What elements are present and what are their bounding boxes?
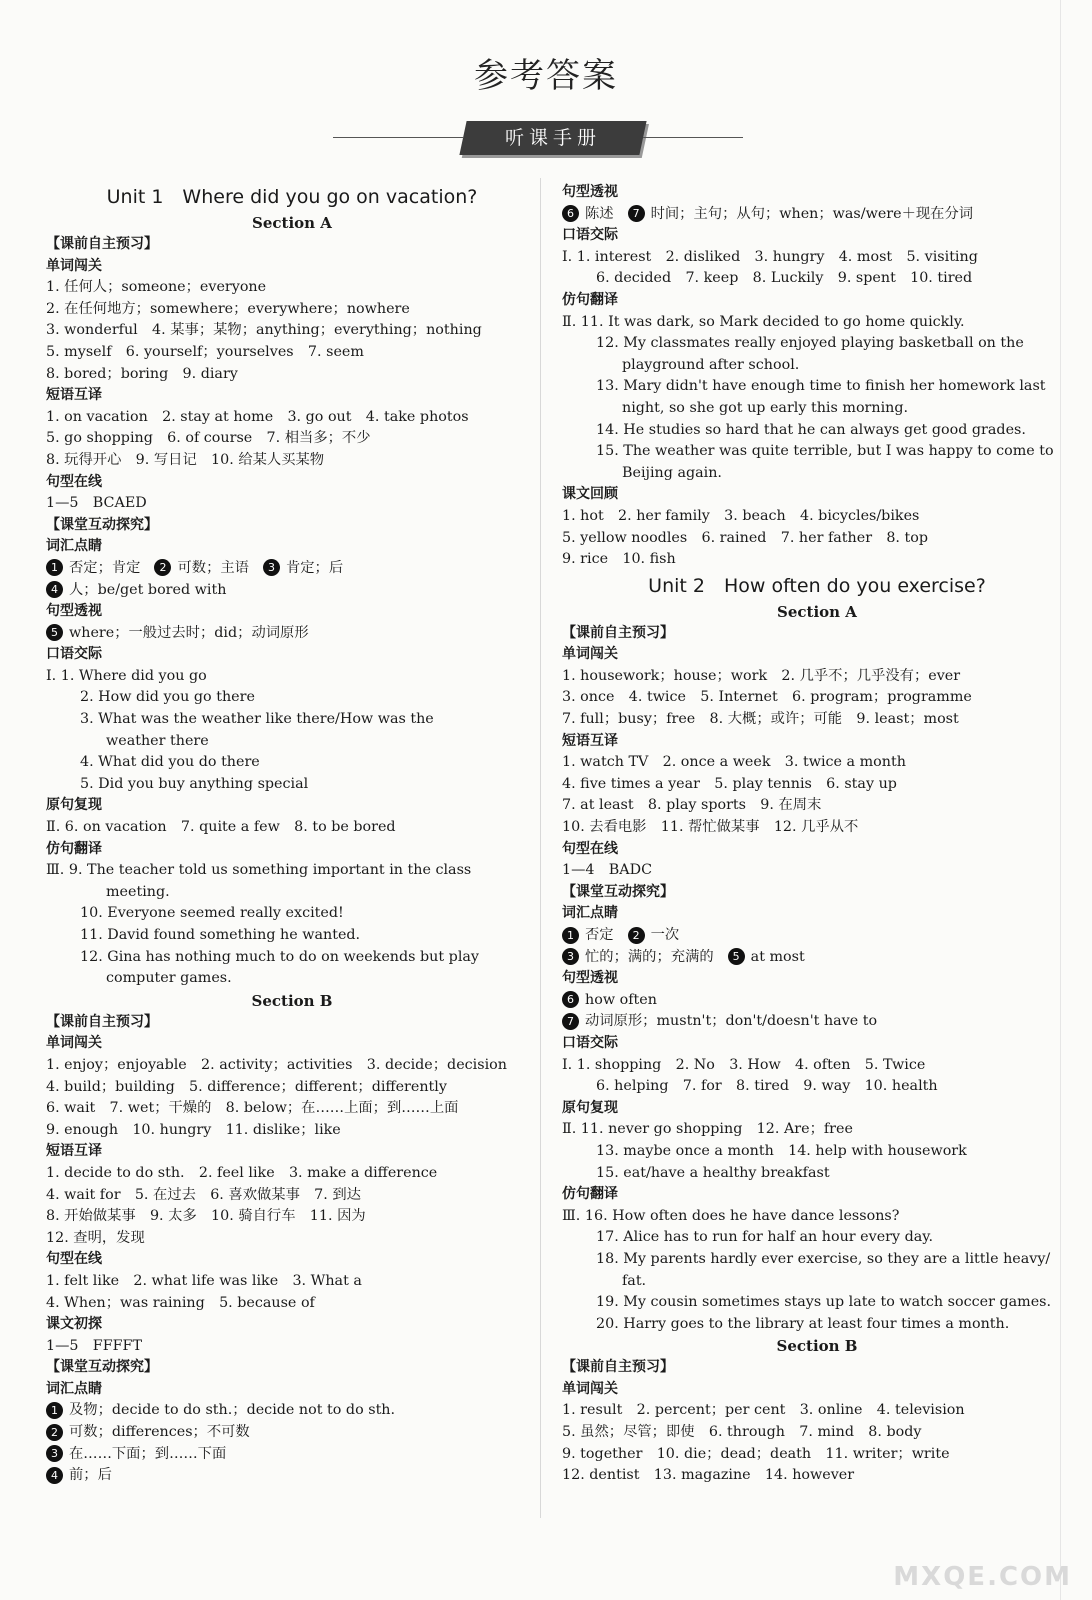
part-title: 【课堂互动探究】: [46, 516, 158, 533]
answer-line: [46, 709, 538, 731]
sub-title: 短语互译: [562, 732, 618, 749]
answer-line: [46, 320, 538, 342]
answer-text: 4. What did you do there: [80, 754, 260, 771]
answer-text: 5. myself 6. yourself；yourselves 7. seem: [46, 343, 364, 360]
answer-text: 12. 查明，发现: [46, 1229, 145, 1246]
answer-text: fat.: [622, 1272, 647, 1289]
answer-text: 1—4 BADC: [562, 862, 653, 879]
answer-text: 9. enough 10. hungry 11. dislike；like: [46, 1121, 341, 1138]
sub-title: 课文初探: [46, 1316, 102, 1333]
sub-title: 句型在线: [46, 1251, 102, 1268]
sub-title: 口语交际: [46, 646, 102, 663]
answer-text: 否定: [585, 927, 614, 943]
answer-text: 10. Everyone seemed really excited!: [80, 905, 344, 922]
number-badge-icon: 4: [46, 581, 63, 598]
answer-line: [46, 1163, 538, 1185]
column-divider: [540, 178, 541, 1518]
answer-line: [562, 817, 1072, 839]
sub-title: 词汇点睛: [562, 905, 618, 922]
answer-line: [46, 299, 538, 321]
answer-text: 1. hot 2. her family 3. beach 4. bicycles/bikes: [562, 507, 920, 524]
answer-line: [46, 1336, 538, 1358]
answer-line: [46, 774, 538, 796]
answer-line: [46, 558, 538, 580]
answer-text: Ⅲ. 16. How often does he have dance lessons?: [562, 1207, 900, 1224]
answer-text: 否定；肯定: [69, 559, 141, 576]
answer-text: 14. He studies so hard that he can always get good grades.: [596, 421, 1026, 438]
section-heading: [562, 601, 1072, 623]
section-title: Section B: [776, 1337, 858, 1356]
answer-text: meeting.: [106, 883, 170, 900]
answer-text: 1. decide to do sth. 2. feel like 3. make a difference: [46, 1164, 438, 1181]
sub-title: 单词闯关: [562, 646, 618, 663]
sub-title: 单词闯关: [562, 1380, 618, 1397]
sub-heading: [562, 1033, 1072, 1055]
answer-line: [562, 795, 1072, 817]
section-banner: [333, 121, 743, 157]
answer-line: [46, 1206, 538, 1228]
number-badge-icon: 3: [263, 559, 280, 576]
answer-line: [46, 903, 538, 925]
sub-title: 句型在线: [562, 840, 618, 857]
answer-line: [562, 247, 1072, 269]
answer-line: [562, 1271, 1072, 1293]
sub-title: 仿句翻译: [562, 291, 618, 308]
answer-line: [562, 528, 1072, 550]
answer-text: 1. on vacation 2. stay at home 3. go out 4. take photos: [46, 408, 469, 425]
answer-line: [562, 398, 1072, 420]
sub-heading: [46, 472, 538, 494]
sub-title: 词汇点睛: [46, 1380, 102, 1397]
sub-title: 原句复现: [46, 797, 102, 814]
number-badge-icon: 3: [562, 948, 579, 965]
answer-text: 忙的；满的；充满的: [585, 948, 714, 965]
part-heading: [46, 1012, 538, 1034]
sub-heading: [46, 385, 538, 407]
answer-line: [562, 666, 1072, 688]
sub-title: 口语交际: [562, 1034, 618, 1051]
answer-text: 13. maybe once a month 14. help with housework: [596, 1142, 967, 1159]
answer-text: 8. 开始做某事 9. 太多 10. 骑自行车 11. 因为: [46, 1208, 366, 1225]
left-column: [46, 182, 538, 1487]
answer-line: [46, 1055, 538, 1077]
answer-line: [46, 666, 538, 688]
answer-text: 1—5 BCAED: [46, 495, 147, 512]
sub-heading: [562, 644, 1072, 666]
part-heading: [46, 234, 538, 256]
answer-line: [562, 268, 1072, 290]
answer-text: computer games.: [106, 970, 232, 987]
sub-title: 原句复现: [562, 1099, 618, 1116]
right-column: [562, 182, 1072, 1487]
answer-text: 5. go shopping 6. of course 7. 相当多；不少: [46, 430, 371, 447]
answer-line: [562, 1465, 1072, 1487]
answer-text: 7. at least 8. play sports 9. 在周末: [562, 797, 822, 814]
answer-line: [46, 687, 538, 709]
answer-text: 1. 任何人；someone；everyone: [46, 279, 267, 296]
answer-line: [46, 407, 538, 429]
number-badge-icon: 4: [46, 1467, 63, 1484]
answer-line: [562, 1076, 1072, 1098]
number-badge-icon: 3: [46, 1445, 63, 1462]
sub-heading: [46, 795, 538, 817]
part-title: 【课堂互动探究】: [562, 883, 674, 900]
sub-heading: [46, 256, 538, 278]
answer-text: 陈述: [585, 205, 614, 222]
answer-text: where；一般过去时；did；动词原形: [69, 624, 309, 641]
answer-line: [46, 1271, 538, 1293]
section-title: Section A: [777, 602, 857, 621]
sub-heading: [562, 1379, 1072, 1401]
answer-text: 4. When；was raining 5. because of: [46, 1294, 315, 1311]
number-badge-icon: 2: [628, 927, 645, 944]
answer-line: [562, 1163, 1072, 1185]
part-heading: [46, 515, 538, 537]
answer-text: 15. The weather was quite terrible, but I was happy to come to: [596, 443, 1054, 460]
unit-title: Unit 1 Where did you go on vacation?: [106, 186, 478, 208]
sub-title: 句型透视: [562, 184, 618, 200]
sub-heading: [562, 903, 1072, 925]
answer-line: [46, 817, 538, 839]
answer-text: 前；后: [69, 1467, 112, 1484]
unit-heading: [562, 571, 1072, 601]
part-heading: [562, 623, 1072, 645]
sub-title: 句型在线: [46, 473, 102, 490]
sub-title: 短语互译: [46, 387, 102, 404]
section-heading: [46, 990, 538, 1012]
part-title: 【课前自主预习】: [46, 1013, 158, 1030]
answer-text: Ⅰ. 1. Where did you go: [46, 667, 207, 684]
answer-line: [562, 925, 1072, 947]
answer-text: Ⅱ. 11. never go shopping 12. Are；free: [562, 1121, 853, 1138]
answer-text: 4. build；building 5. difference；different；differently: [46, 1078, 447, 1095]
number-badge-icon: 7: [562, 1013, 579, 1030]
number-badge-icon: 6: [562, 991, 579, 1008]
number-badge-icon: 6: [562, 205, 579, 222]
unit-heading: [46, 182, 538, 212]
answer-line: [562, 752, 1072, 774]
section-title: Section B: [251, 991, 333, 1010]
banner-label: 听课手册: [459, 121, 646, 155]
number-badge-icon: 1: [46, 559, 63, 576]
answer-text: 3. What was the weather like there/How was the: [80, 711, 434, 728]
answer-text: 可数；主语: [177, 559, 249, 576]
answer-line: [562, 441, 1072, 463]
answer-text: 2. 在任何地方；somewhere；everywhere；nowhere: [46, 300, 410, 317]
answer-text: 6. wait 7. wet；干燥的 8. below；在……上面；到……上面: [46, 1100, 459, 1117]
answer-line: [562, 1206, 1072, 1228]
part-title: 【课前自主预习】: [562, 624, 674, 641]
sub-title: 句型透视: [46, 603, 102, 620]
answer-text: 12. dentist 13. magazine 14. however: [562, 1467, 855, 1484]
number-badge-icon: 5: [728, 948, 745, 965]
answer-text: 4. five times a year 5. play tennis 6. stay up: [562, 775, 897, 792]
sub-title: 单词闯关: [46, 257, 102, 274]
answer-line: [562, 312, 1072, 334]
answer-text: Ⅱ. 6. on vacation 7. quite a few 8. to be bored: [46, 819, 396, 836]
answer-text: 19. My cousin sometimes stays up late to watch soccer games.: [596, 1294, 1052, 1311]
answer-line: [562, 204, 1072, 226]
answer-line: [562, 1400, 1072, 1422]
number-badge-icon: 2: [154, 559, 171, 576]
unit-title: Unit 2 How often do you exercise?: [648, 574, 986, 597]
answer-line: [46, 1077, 538, 1099]
answer-line: [46, 968, 538, 990]
answer-text: 9. rice 10. fish: [562, 551, 676, 568]
answer-line: [562, 1314, 1072, 1336]
answer-line: [562, 549, 1072, 571]
answer-text: Beijing again.: [622, 464, 722, 481]
number-badge-icon: 5: [46, 624, 63, 641]
answer-line: [562, 1422, 1072, 1444]
answer-text: 时间；主句；从句；when；was/were＋现在分词: [650, 205, 974, 222]
part-title: 【课前自主预习】: [46, 236, 158, 252]
answer-line: [562, 376, 1072, 398]
answer-line: [562, 1444, 1072, 1466]
answer-text: playground after school.: [622, 356, 800, 373]
answer-text: 1. enjoy；enjoyable 2. activity；activities 3. decide；decision: [46, 1056, 507, 1073]
answer-line: [46, 450, 538, 472]
answer-line: [46, 493, 538, 515]
answer-line: [46, 1422, 538, 1444]
sub-heading: [46, 601, 538, 623]
answer-text: at most: [750, 948, 805, 965]
sub-title: 词汇点睛: [46, 538, 102, 555]
answer-text: 9. together 10. die；dead；death 11. writer；write: [562, 1445, 950, 1462]
number-badge-icon: 1: [562, 927, 579, 944]
answer-text: 6. helping 7. for 8. tired 9. way 10. health: [596, 1078, 938, 1095]
answer-line: [562, 1119, 1072, 1141]
sub-heading: [562, 839, 1072, 861]
answer-text: Ⅰ. 1. interest 2. disliked 3. hungry 4. most 5. visiting: [562, 248, 978, 265]
answer-text: 3. wonderful 4. 某事；某物；anything；everything；nothing: [46, 322, 482, 339]
answer-text: Ⅱ. 11. It was dark, so Mark decided to go home quickly.: [562, 313, 965, 330]
answer-text: 及物；decide to do sth.；decide not to do sth.: [69, 1402, 396, 1419]
answer-line: [562, 687, 1072, 709]
answer-text: 4. wait for 5. 在过去 6. 喜欢做某事 7. 到达: [46, 1186, 361, 1203]
answer-text: 10. 去看电影 11. 帮忙做某事 12. 几乎从不: [562, 819, 859, 836]
answer-line: [46, 1120, 538, 1142]
answer-text: 在……下面；到……下面: [69, 1445, 227, 1462]
answer-line: [562, 463, 1072, 485]
sub-title: 短语互译: [46, 1143, 102, 1160]
answer-text: 7. full；busy；free 8. 大概；或许；可能 9. least；most: [562, 711, 959, 728]
answer-text: weather there: [106, 732, 209, 749]
sub-heading: [562, 968, 1072, 990]
sub-title: 课文回顾: [562, 486, 618, 503]
answer-line: [46, 731, 538, 753]
sub-heading: [562, 731, 1072, 753]
answer-text: 5. yellow noodles 6. rained 7. her father 8. top: [562, 529, 929, 546]
answer-line: [562, 947, 1072, 969]
answer-line: [46, 1293, 538, 1315]
part-title: 【课堂互动探究】: [46, 1359, 158, 1376]
answer-line: [46, 860, 538, 882]
sub-heading: [46, 839, 538, 861]
answer-text: 13. Mary didn't have enough time to finish her homework last: [596, 378, 1046, 395]
section-heading: [46, 212, 538, 234]
sub-heading: [562, 225, 1072, 247]
number-badge-icon: 1: [46, 1402, 63, 1419]
answer-line: [46, 428, 538, 450]
sub-heading: [46, 1033, 538, 1055]
answer-text: Ⅰ. 1. shopping 2. No 3. How 4. often 5. Twice: [562, 1056, 926, 1073]
sub-heading: [562, 182, 1072, 204]
answer-line: [562, 1292, 1072, 1314]
banner-rule-left: [333, 137, 463, 138]
answer-line: [46, 1098, 538, 1120]
answer-line: [46, 752, 538, 774]
answer-text: 可数；differences；不可数: [69, 1424, 250, 1441]
answer-line: [562, 420, 1072, 442]
answer-line: [562, 1249, 1072, 1271]
answer-text: 17. Alice has to run for half an hour every day.: [596, 1229, 934, 1246]
answer-text: 1. watch TV 2. once a week 3. twice a month: [562, 754, 906, 771]
sub-heading: [562, 1098, 1072, 1120]
answer-text: 12. Gina has nothing much to do on weekends but play: [80, 948, 479, 965]
part-heading: [562, 882, 1072, 904]
part-title: 【课前自主预习】: [562, 1359, 674, 1376]
answer-line: [562, 990, 1072, 1012]
answer-line: [46, 580, 538, 602]
part-heading: [562, 1357, 1072, 1379]
sub-heading: [46, 1141, 538, 1163]
answer-line: [46, 882, 538, 904]
answer-text: 15. eat/have a healthy breakfast: [596, 1164, 830, 1181]
answer-line: [562, 1227, 1072, 1249]
answer-line: [46, 342, 538, 364]
number-badge-icon: 2: [46, 1424, 63, 1441]
answer-text: 一次: [650, 927, 680, 943]
answer-line: [46, 277, 538, 299]
answer-text: 8. bored；boring 9. diary: [46, 365, 238, 382]
answer-line: [46, 1185, 538, 1207]
watermark-logo: MXQE.COM: [893, 1562, 1072, 1592]
answer-line: [46, 1444, 538, 1466]
answer-line: [46, 623, 538, 645]
answer-text: 18. My parents hardly ever exercise, so they are a little heavy/: [596, 1250, 1051, 1267]
sub-heading: [562, 484, 1072, 506]
answer-line: [562, 355, 1072, 377]
answer-line: [562, 1011, 1072, 1033]
answer-line: [562, 1141, 1072, 1163]
answer-text: 1—5 FFFFT: [46, 1337, 143, 1354]
section-title: Section A: [252, 214, 332, 232]
sub-heading: [562, 1184, 1072, 1206]
answer-line: [562, 709, 1072, 731]
answer-text: 人；be/get bored with: [69, 581, 227, 598]
answer-text: 2. How did you go there: [80, 689, 255, 706]
answer-line: [46, 947, 538, 969]
answer-text: 肯定；后: [285, 559, 344, 576]
answer-line: [562, 774, 1072, 796]
sub-title: 单词闯关: [46, 1035, 102, 1052]
answer-text: 1. felt like 2. what life was like 3. What a: [46, 1272, 362, 1289]
answer-line: [46, 1400, 538, 1422]
answer-text: 11. David found something he wanted.: [80, 927, 361, 943]
sub-heading: [46, 1249, 538, 1271]
answer-text: 5. Did you buy anything special: [80, 775, 309, 792]
sub-heading: [562, 290, 1072, 312]
answer-text: 3. once 4. twice 5. Internet 6. program；programme: [562, 689, 972, 706]
answer-text: 8. 玩得开心 9. 写日记 10. 给某人买某物: [46, 451, 325, 468]
sub-heading: [46, 1379, 538, 1401]
answer-text: 20. Harry goes to the library at least four times a month.: [596, 1315, 1010, 1332]
sub-title: 仿句翻译: [562, 1186, 618, 1203]
answer-line: [46, 925, 538, 947]
sub-title: 口语交际: [562, 227, 618, 244]
part-heading: [46, 1357, 538, 1379]
answer-text: how often: [585, 991, 657, 1008]
answer-text: Ⅲ. 9. The teacher told us something important in the class: [46, 862, 472, 879]
answer-line: [46, 1465, 538, 1487]
answer-text: 1. result 2. percent；per cent 3. online 4. television: [562, 1402, 965, 1419]
answer-line: [562, 506, 1072, 528]
section-heading: [562, 1335, 1072, 1357]
answer-text: 12. My classmates really enjoyed playing basketball on the: [596, 335, 1024, 352]
sub-heading: [46, 644, 538, 666]
answer-line: [562, 860, 1072, 882]
banner-rule-right: [643, 137, 743, 138]
sub-title: 仿句翻译: [46, 840, 102, 857]
answer-text: 动词原形；mustn't；don't/doesn't have to: [585, 1013, 878, 1030]
sub-title: 句型透视: [562, 970, 618, 987]
answer-line: [46, 1228, 538, 1250]
answer-line: [562, 1055, 1072, 1077]
answer-text: 1. housework；house；work 2. 几乎不；几乎没有；ever: [562, 667, 961, 684]
answer-text: night, so she got up early this morning.: [622, 399, 909, 416]
answer-text: 5. 虽然；尽管；即使 6. through 7. mind 8. body: [562, 1424, 922, 1441]
answer-line: [46, 364, 538, 386]
sub-heading: [46, 536, 538, 558]
page-title: 参考答案: [474, 56, 618, 96]
number-badge-icon: 7: [628, 205, 645, 222]
sub-heading: [46, 1314, 538, 1336]
answer-text: 6. decided 7. keep 8. Luckily 9. spent 10. tired: [596, 270, 973, 287]
answer-line: [562, 333, 1072, 355]
